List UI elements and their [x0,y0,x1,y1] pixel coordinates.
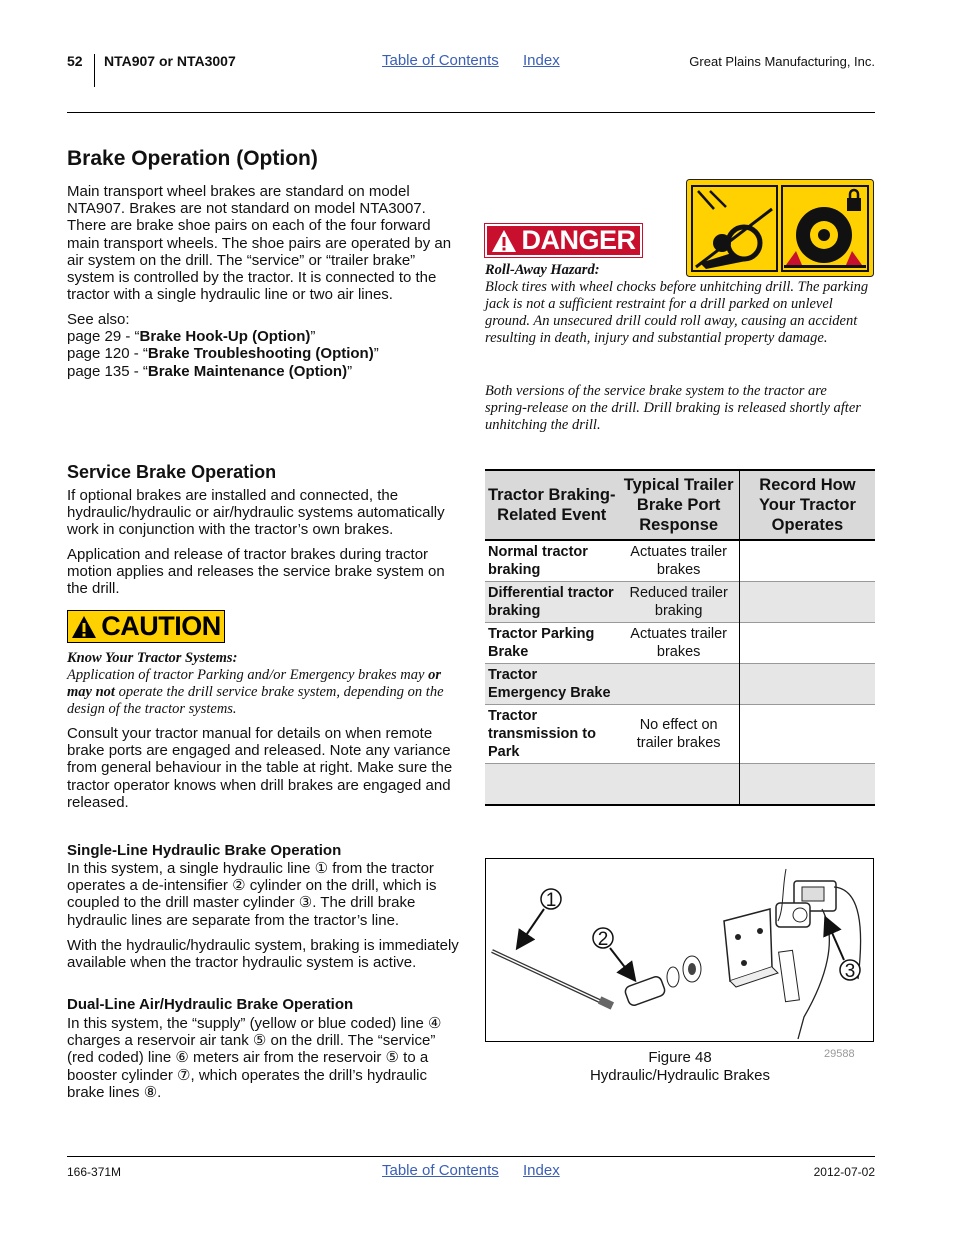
single-line-title: Single-Line Hydraulic Brake Operation [67,842,342,859]
record-cell[interactable] [739,540,875,582]
header-toc-link[interactable]: Table of Contents [382,52,499,69]
danger-signal: DANGER [485,224,642,257]
table-row: Differential tractor braking Reduced trailer braking [485,582,875,623]
table-header: Typical Trailer Brake Port Response [618,470,739,540]
record-cell[interactable] [739,582,875,623]
record-cell[interactable] [739,764,875,805]
table-row: Tractor Emergency Brake [485,664,875,705]
see-also-label: See also: [67,311,130,328]
footer-rule [67,1156,875,1157]
callout-2: 2 [597,929,609,950]
service-paragraph-2: Application and release of tractor brakes during tractor motion applies and releases the service brake system on the drill. [67,546,445,598]
dual-line-title: Dual-Line Air/Hydraulic Brake Operation [67,996,354,1013]
danger-text: Block tires with wheel chocks before unhitching drill. The parking jack is not a sufficient restraint for a drill parked on unlevel ground. An unsecured drill could roll away, causing an accident resulting in death, injury and substantial property damage. [485,279,869,347]
see-also-item[interactable]: page 135 - “Brake Maintenance (Option)” [67,362,353,380]
service-paragraph-1: If optional brakes are installed and connected, the hydraulic/hydraulic or air/hydraulic systems automatically work in conjunction with the tractor’s own brakes. [67,487,445,539]
callout-1: 1 [545,890,557,911]
figure-frame [485,858,874,1042]
callout-3: 3 [844,961,856,982]
figure-number: 29588 [824,1048,855,1060]
see-also-block [67,311,379,380]
service-paragraph-3: Consult your tractor manual for details on when remote brake ports are engaged and released. Note any variance from general behaviour in the table at right. Make sure the tractor operator knows when drill brakes are engaged and released. [67,725,453,811]
table-row: Tractor transmission to Park No effect on trailer brakes [485,705,875,764]
footer-index-link[interactable]: Index [523,1162,560,1179]
record-cell[interactable] [739,705,875,764]
table-row: Tractor Parking Brake Actuates trailer brakes [485,623,875,664]
warning-triangle-icon [71,615,97,639]
warning-triangle-icon [491,229,517,253]
caution-text: Application of tractor Parking and/or Emergency brakes may or may not operate the drill service brake system, depending on the design of the tractor systems. [67,667,444,718]
model-name: NTA907 or NTA3007 [104,53,236,69]
table-row: Normal tractor braking Actuates trailer brakes [485,540,875,582]
see-also-item[interactable]: page 29 - “Brake Hook-Up (Option)” [67,328,316,346]
caution-signal: CAUTION [67,610,225,643]
section-title: Brake Operation (Option) [67,147,318,170]
single-line-paragraph-1: In this system, a single hydraulic line ① from the tractor operates a de-intensifier ② cylinder on the drill, which is coupled to the drill master cylinder ③. The drill brake hydraulic lines are separate from the tractor’s line. [67,860,437,929]
intro-paragraph: Main transport wheel brakes are standard on model NTA907. Brakes are not standard on model NTA3007. There are brake shoe pairs on each of the four forward main transport wheels. The shoe pairs are operated by an air system on the drill. The “service” or “trailer brake” system is controlled by the tractor. It is connected to the tractor with a single hydraulic line or two air lines. [67,183,452,304]
hydraulic-brakes-illustration [486,859,873,1041]
company-name: Great Plains Manufacturing, Inc. [689,54,875,69]
service-brake-title: Service Brake Operation [67,462,277,482]
record-cell[interactable] [739,623,875,664]
document-date: 2012-07-02 [813,1165,875,1179]
header-rule [67,112,875,113]
danger-heading: Roll-Away Hazard: [485,262,600,278]
document-number: 166-371M [67,1165,122,1179]
caution-heading: Know Your Tractor Systems: [67,650,238,666]
footer-toc-link[interactable]: Table of Contents [382,1162,499,1179]
brake-response-table [485,469,875,806]
table-row [485,764,875,805]
single-line-paragraph-2: With the hydraulic/hydraulic system, braking is immediately available when the tractor hydraulic system is active. [67,937,459,972]
header-index-link[interactable]: Index [523,52,560,69]
page-number: 52 [67,53,83,69]
table-header: Tractor Braking-Related Event [485,470,618,540]
table-header: Record How Your Tractor Operates [739,470,875,540]
figure-caption: Figure 48 Hydraulic/Hydraulic Brakes [589,1049,771,1084]
record-cell[interactable] [739,664,875,705]
header-divider [94,54,95,87]
see-also-item[interactable]: page 120 - “Brake Troubleshooting (Option)” [67,345,379,363]
danger-release-note: Both versions of the service brake system to the tractor are spring-release on the drill. Drill braking is released shortly after unhitching the drill. [485,383,861,434]
dual-line-paragraph-1: In this system, the “supply” (yellow or blue coded) line ④ charges a reservoir air tank ⑤ on the drill. The “service” (red coded) line ⑥ meters air from the reservoir ⑤ to a booster cylinder ⑦, which operates the drill’s hydraulic brake lines ⑧. [67,1015,442,1101]
